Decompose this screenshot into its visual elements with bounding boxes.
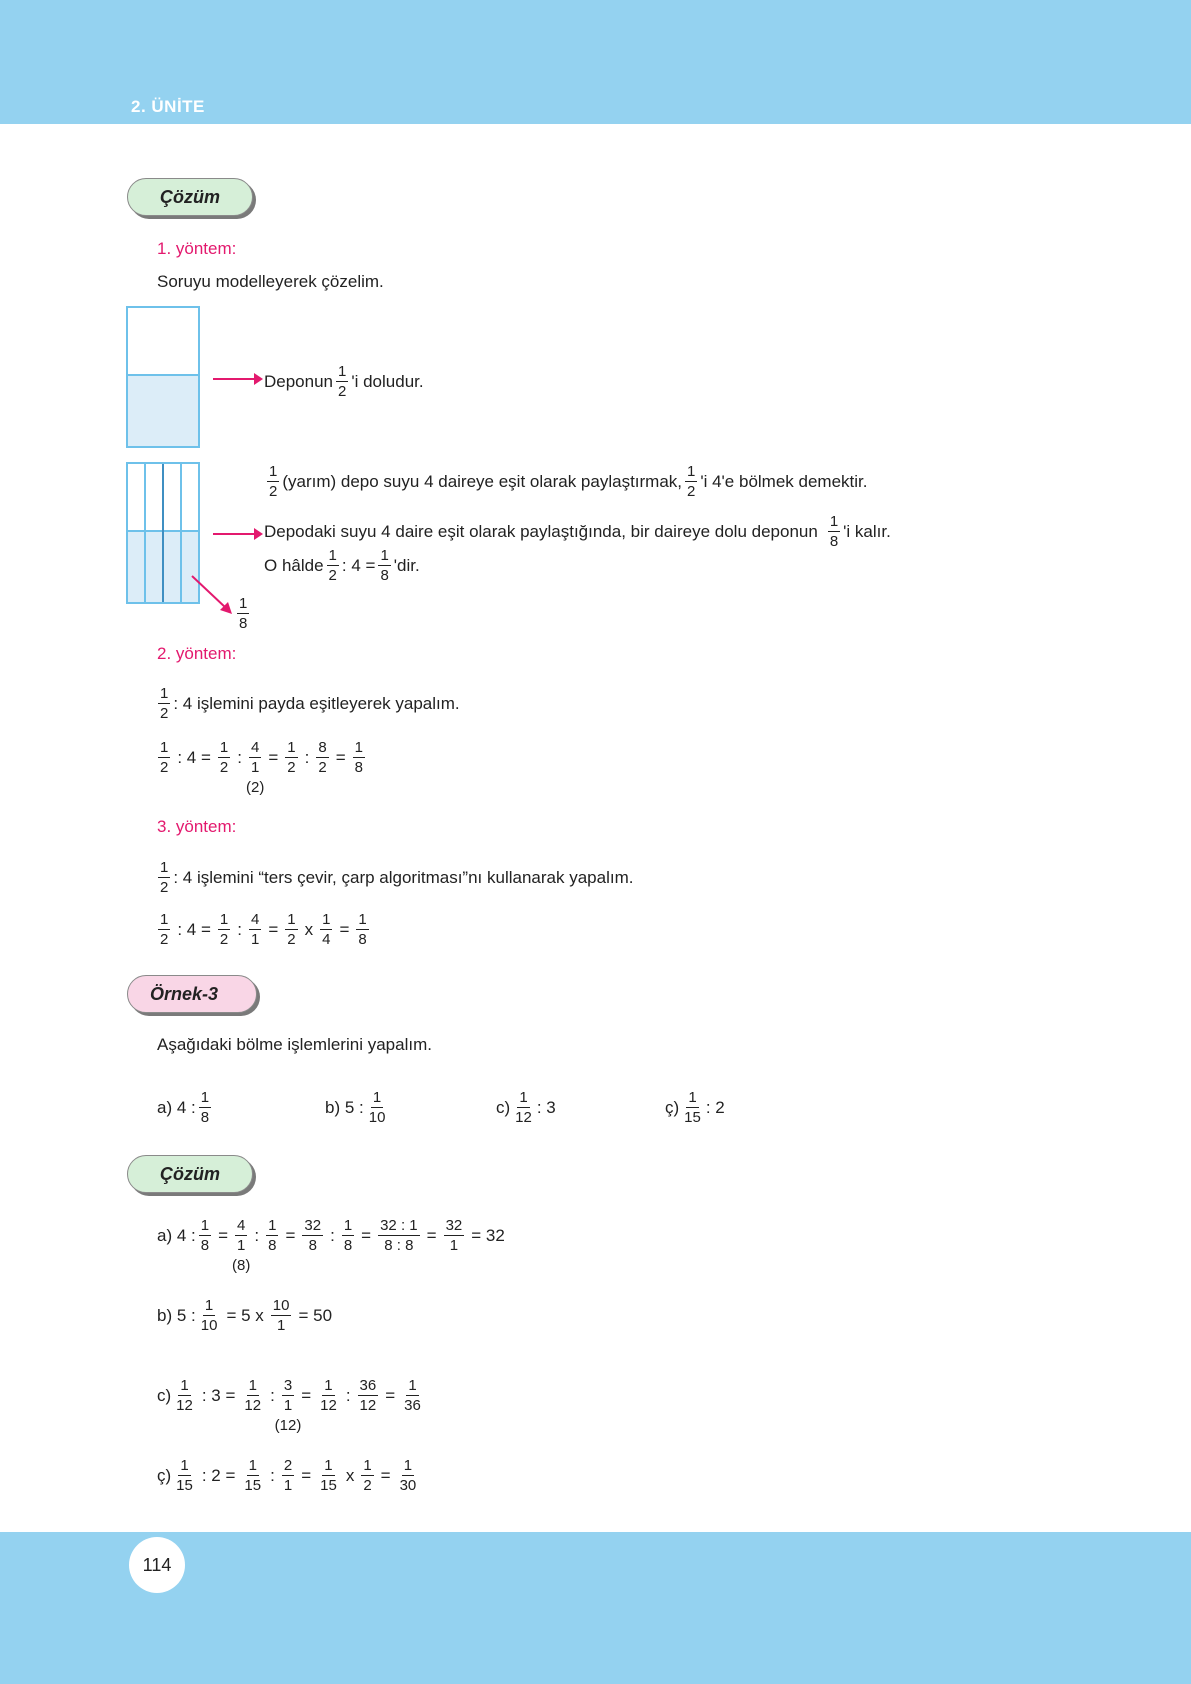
diagonal-arrow-icon	[190, 574, 236, 618]
solution-c2: ç) $\frac{1}{15}$ : 2 = $\frac{1}{15}$ : $\frac{2}{1}$ = $\frac{1}{15}$ x $\frac{1}{2}$ = $\frac{1}{30}$	[157, 1457, 417, 1494]
method2-intro: $\frac{1}{2}$ : 4 işlemini payda eşitleyerek yapalım.	[160, 685, 460, 722]
part-label: $\frac{1}{8}$	[239, 595, 248, 632]
method3-title: 3. yöntem:	[157, 817, 237, 836]
solution-label: Çözüm	[127, 178, 253, 216]
method1-title: 1. yöntem:	[157, 239, 237, 258]
tank-half-full	[126, 306, 200, 448]
example-intro: Aşağıdaki bölme işlemlerini yapalım.	[157, 1035, 432, 1054]
arrow-icon	[213, 378, 261, 380]
example-item-b: b) 5 : $\frac{1}{10}$	[325, 1089, 386, 1126]
example-item-c2: ç) $\frac{1}{15}$ : 2	[665, 1089, 725, 1126]
solution-a: a) 4 : $\frac{1}{8}$ = 4 1 (8) : $\frac{1}{8}$ = $\frac{32}{8}$ : $\frac{1}{8}$ = $\frac{32 : 1}{8 : 8}$ = $\frac{32}{1}$ = 32	[157, 1217, 505, 1274]
unit-label: 2. ÜNİTE	[131, 97, 205, 116]
arrow-icon	[213, 533, 261, 535]
method2-equation: $\frac{1}{2}$ : 4 = $\frac{1}{2}$ : 4 1 (2) = $\frac{1}{2}$ : $\frac{8}{2}$ = $\frac{1}{8}$	[160, 739, 363, 796]
method1-line2: Depodaki suyu 4 daire eşit olarak paylaştığında, bir daireye dolu deponun $\frac{1}{8}$ 'i kalır.	[264, 513, 891, 550]
solution-label: Çözüm	[127, 1155, 253, 1193]
method2-title: 2. yöntem:	[157, 644, 237, 663]
method1-intro: Soruyu modelleyerek çözelim.	[157, 272, 384, 291]
page-number: 114	[129, 1537, 185, 1593]
method3-equation: $\frac{1}{2}$ : 4 = $\frac{1}{2}$ : $\frac{4}{1}$ = $\frac{1}{2}$ x $\frac{1}{4}$ = $\frac{1}{8}$	[160, 911, 367, 948]
example-label: Örnek-3	[127, 975, 257, 1013]
tank-divided	[126, 462, 200, 604]
method1-line3: O hâlde $\frac{1}{2}$ : 4 = $\frac{1}{8}$ 'dir.	[264, 547, 420, 584]
method1-line1: $\frac{1}{2}$ (yarım) depo suyu 4 daireye eşit olarak paylaştırmak, $\frac{1}{2}$ 'i 4'e bölmek demektir.	[269, 463, 868, 500]
tank-note: Deponun $\frac{1}{2}$ 'i doludur.	[264, 363, 424, 400]
example-item-c: c) $\frac{1}{12}$ : 3	[496, 1089, 556, 1126]
method3-intro: $\frac{1}{2}$ : 4 işlemini “ters çevir, çarp algoritması”nı kullanarak yapalım.	[160, 859, 634, 896]
example-item-a: a) 4 : $\frac{1}{8}$	[157, 1089, 210, 1126]
solution-b: b) 5 : $\frac{1}{10}$ = 5 x $\frac{10}{1}$ = 50	[157, 1297, 333, 1334]
solution-c: c) $\frac{1}{12}$ : 3 = $\frac{1}{12}$ : 3 1 (12) = $\frac{1}{12}$ : $\frac{36}{12}$ = $\frac{1}{36}$	[157, 1377, 421, 1434]
